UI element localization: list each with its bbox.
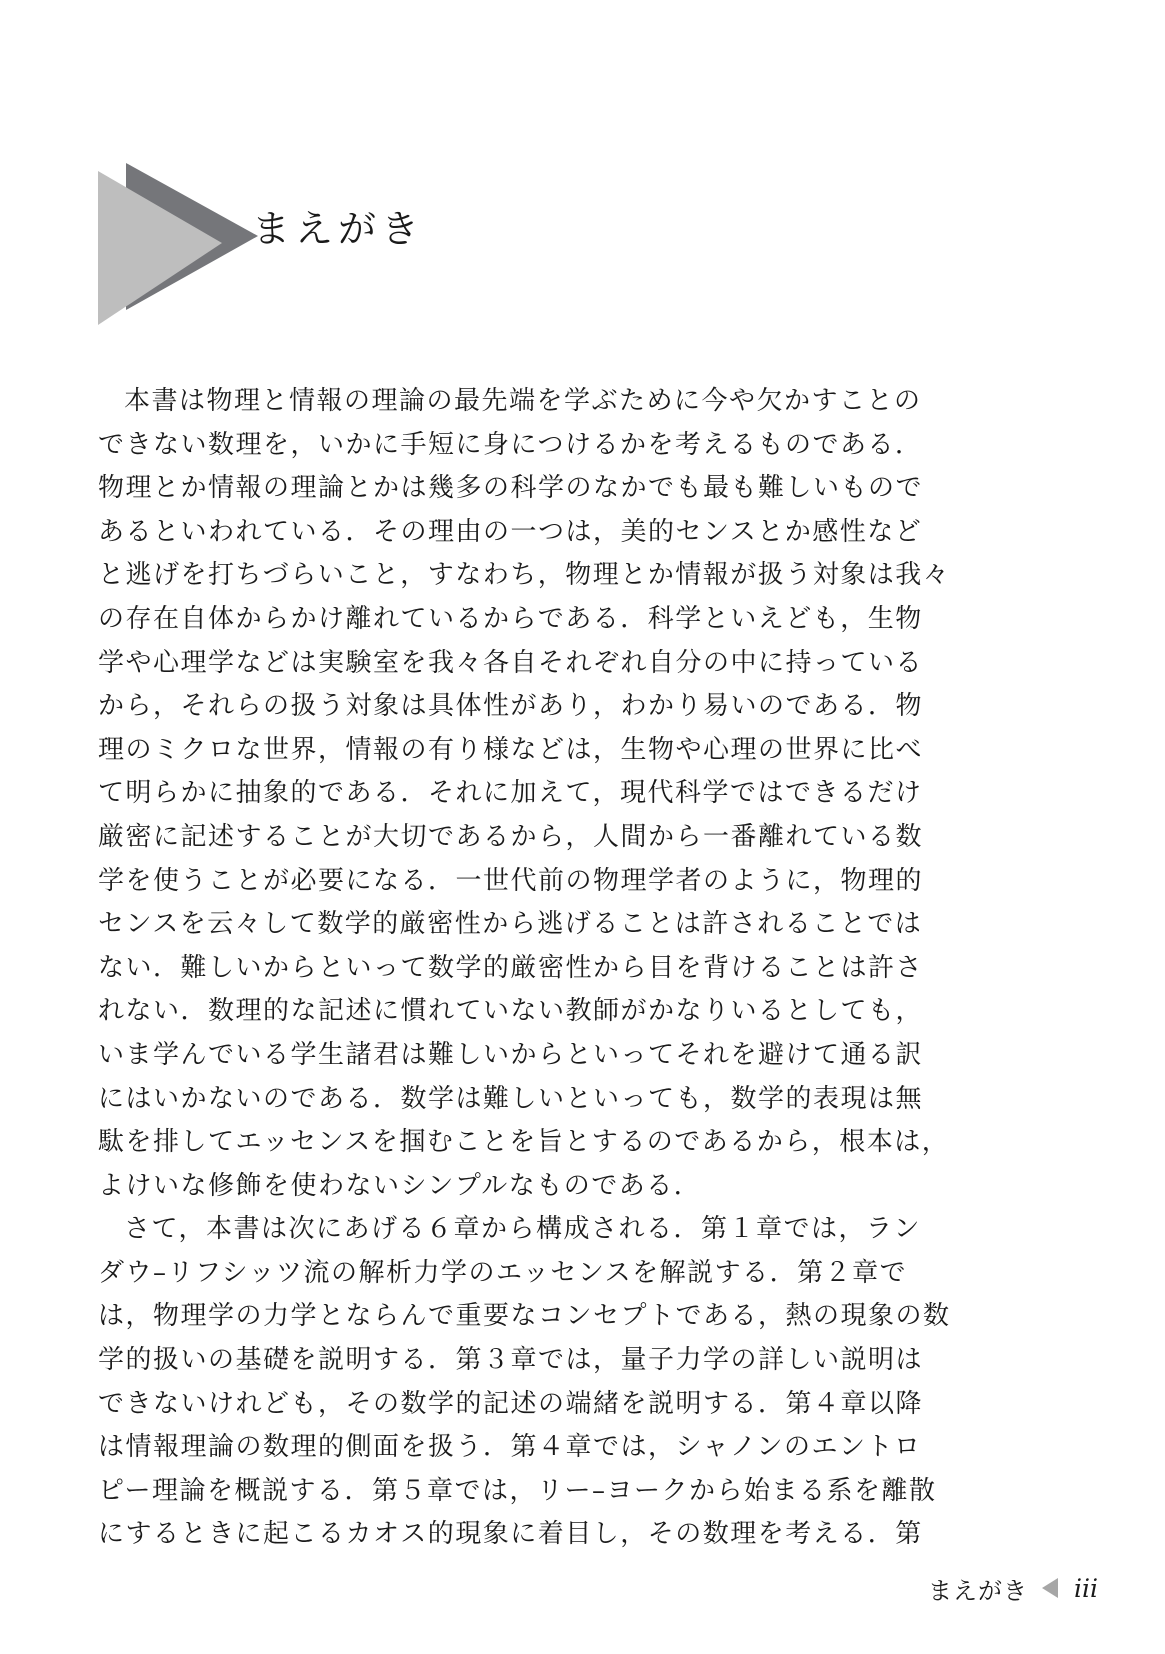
page-footer: [928, 1571, 1098, 1605]
chapter-title: まえがき: [252, 207, 425, 251]
text-line: 学や心理学などは実験室を我々各自それぞれ自分の中に持っている: [98, 647, 924, 678]
preface-body: [98, 380, 951, 1557]
text-line: 学を使うことが必要になる．一世代前の物理学者のように，物理的: [98, 865, 924, 896]
chapter-heading-arrow-icon: [98, 163, 258, 325]
text-line: センスを云々して数学的厳密性から逃げることは許されることでは: [98, 909, 923, 940]
text-line: ない．難しいからといって数学的厳密性から目を背けることは許さ: [98, 952, 924, 983]
text-line: にはいかないのである．数学は難しいといっても，数学的表現は無: [98, 1083, 924, 1114]
text-line: 本書は物理と情報の理論の最先端を学ぶために今や欠かすことの: [124, 386, 922, 416]
text-line: あるといわれている．その理由の一つは，美的センスとか感性など: [98, 516, 923, 547]
text-line: できないけれども，その数学的記述の端緒を説明する．第４章以降: [98, 1388, 924, 1419]
text-line: 物理とか情報の理論とかは幾多の科学のなかでも最も難しいもので: [98, 473, 924, 504]
text-line: よけいな修飾を使わないシンプルなものである．: [98, 1170, 702, 1201]
text-line: さて，本書は次にあげる６章から構成される．第１章では，ラン: [124, 1214, 921, 1245]
running-title: まえがき: [928, 1576, 1028, 1605]
text-line: 厳密に記述することが大切であるから，人間から一番離れている数: [98, 821, 924, 852]
text-line: いま学んでいる学生諸君は難しいからといってそれを避けて通る訳: [98, 1039, 924, 1070]
text-line: 学的扱いの基礎を説明する．第３章では，量子力学の詳しい説明は: [98, 1345, 924, 1376]
text-line: 理のミクロな世界，情報の有り様などは，生物や心理の世界に比べ: [98, 734, 924, 765]
text-line: れない．数理的な記述に慣れていない教師がかなりいるとしても，: [98, 996, 924, 1027]
text-line: は情報理論の数理的側面を扱う．第４章では，シャノンのエントロ: [98, 1432, 922, 1463]
text-line: と逃げを打ちづらいこと，すなわち，物理とか情報が扱う対象は我々: [98, 560, 951, 591]
text-line: て明らかに抽象的である．それに加えて，現代科学ではできるだけ: [98, 778, 923, 809]
text-line: にするときに起こるカオス的現象に着目し，その数理を考える．第: [98, 1519, 923, 1550]
text-line: 駄を排してエッセンスを掴むことを旨とするのであるから，根本は，: [98, 1127, 950, 1158]
text-line: ダウ–リフシッツ流の解析力学のエッセンスを解説する．第２章で: [98, 1257, 908, 1288]
left-triangle-icon: [1042, 1578, 1058, 1598]
page-number: iii: [1074, 1573, 1098, 1603]
text-line: ピー理論を概説する．第５章では，リー–ヨークから始まる系を離散: [98, 1475, 937, 1506]
text-line: できない数理を，いかに手短に身につけるかを考えるものである．: [98, 429, 923, 460]
text-line: から，それらの扱う対象は具体性があり，わかり易いのである．物: [98, 691, 924, 722]
text-line: は，物理学の力学とならんで重要なコンセプトである，熱の現象の数: [98, 1301, 951, 1332]
text-line: の存在自体からかけ離れているからである．科学といえども，生物: [98, 603, 923, 634]
